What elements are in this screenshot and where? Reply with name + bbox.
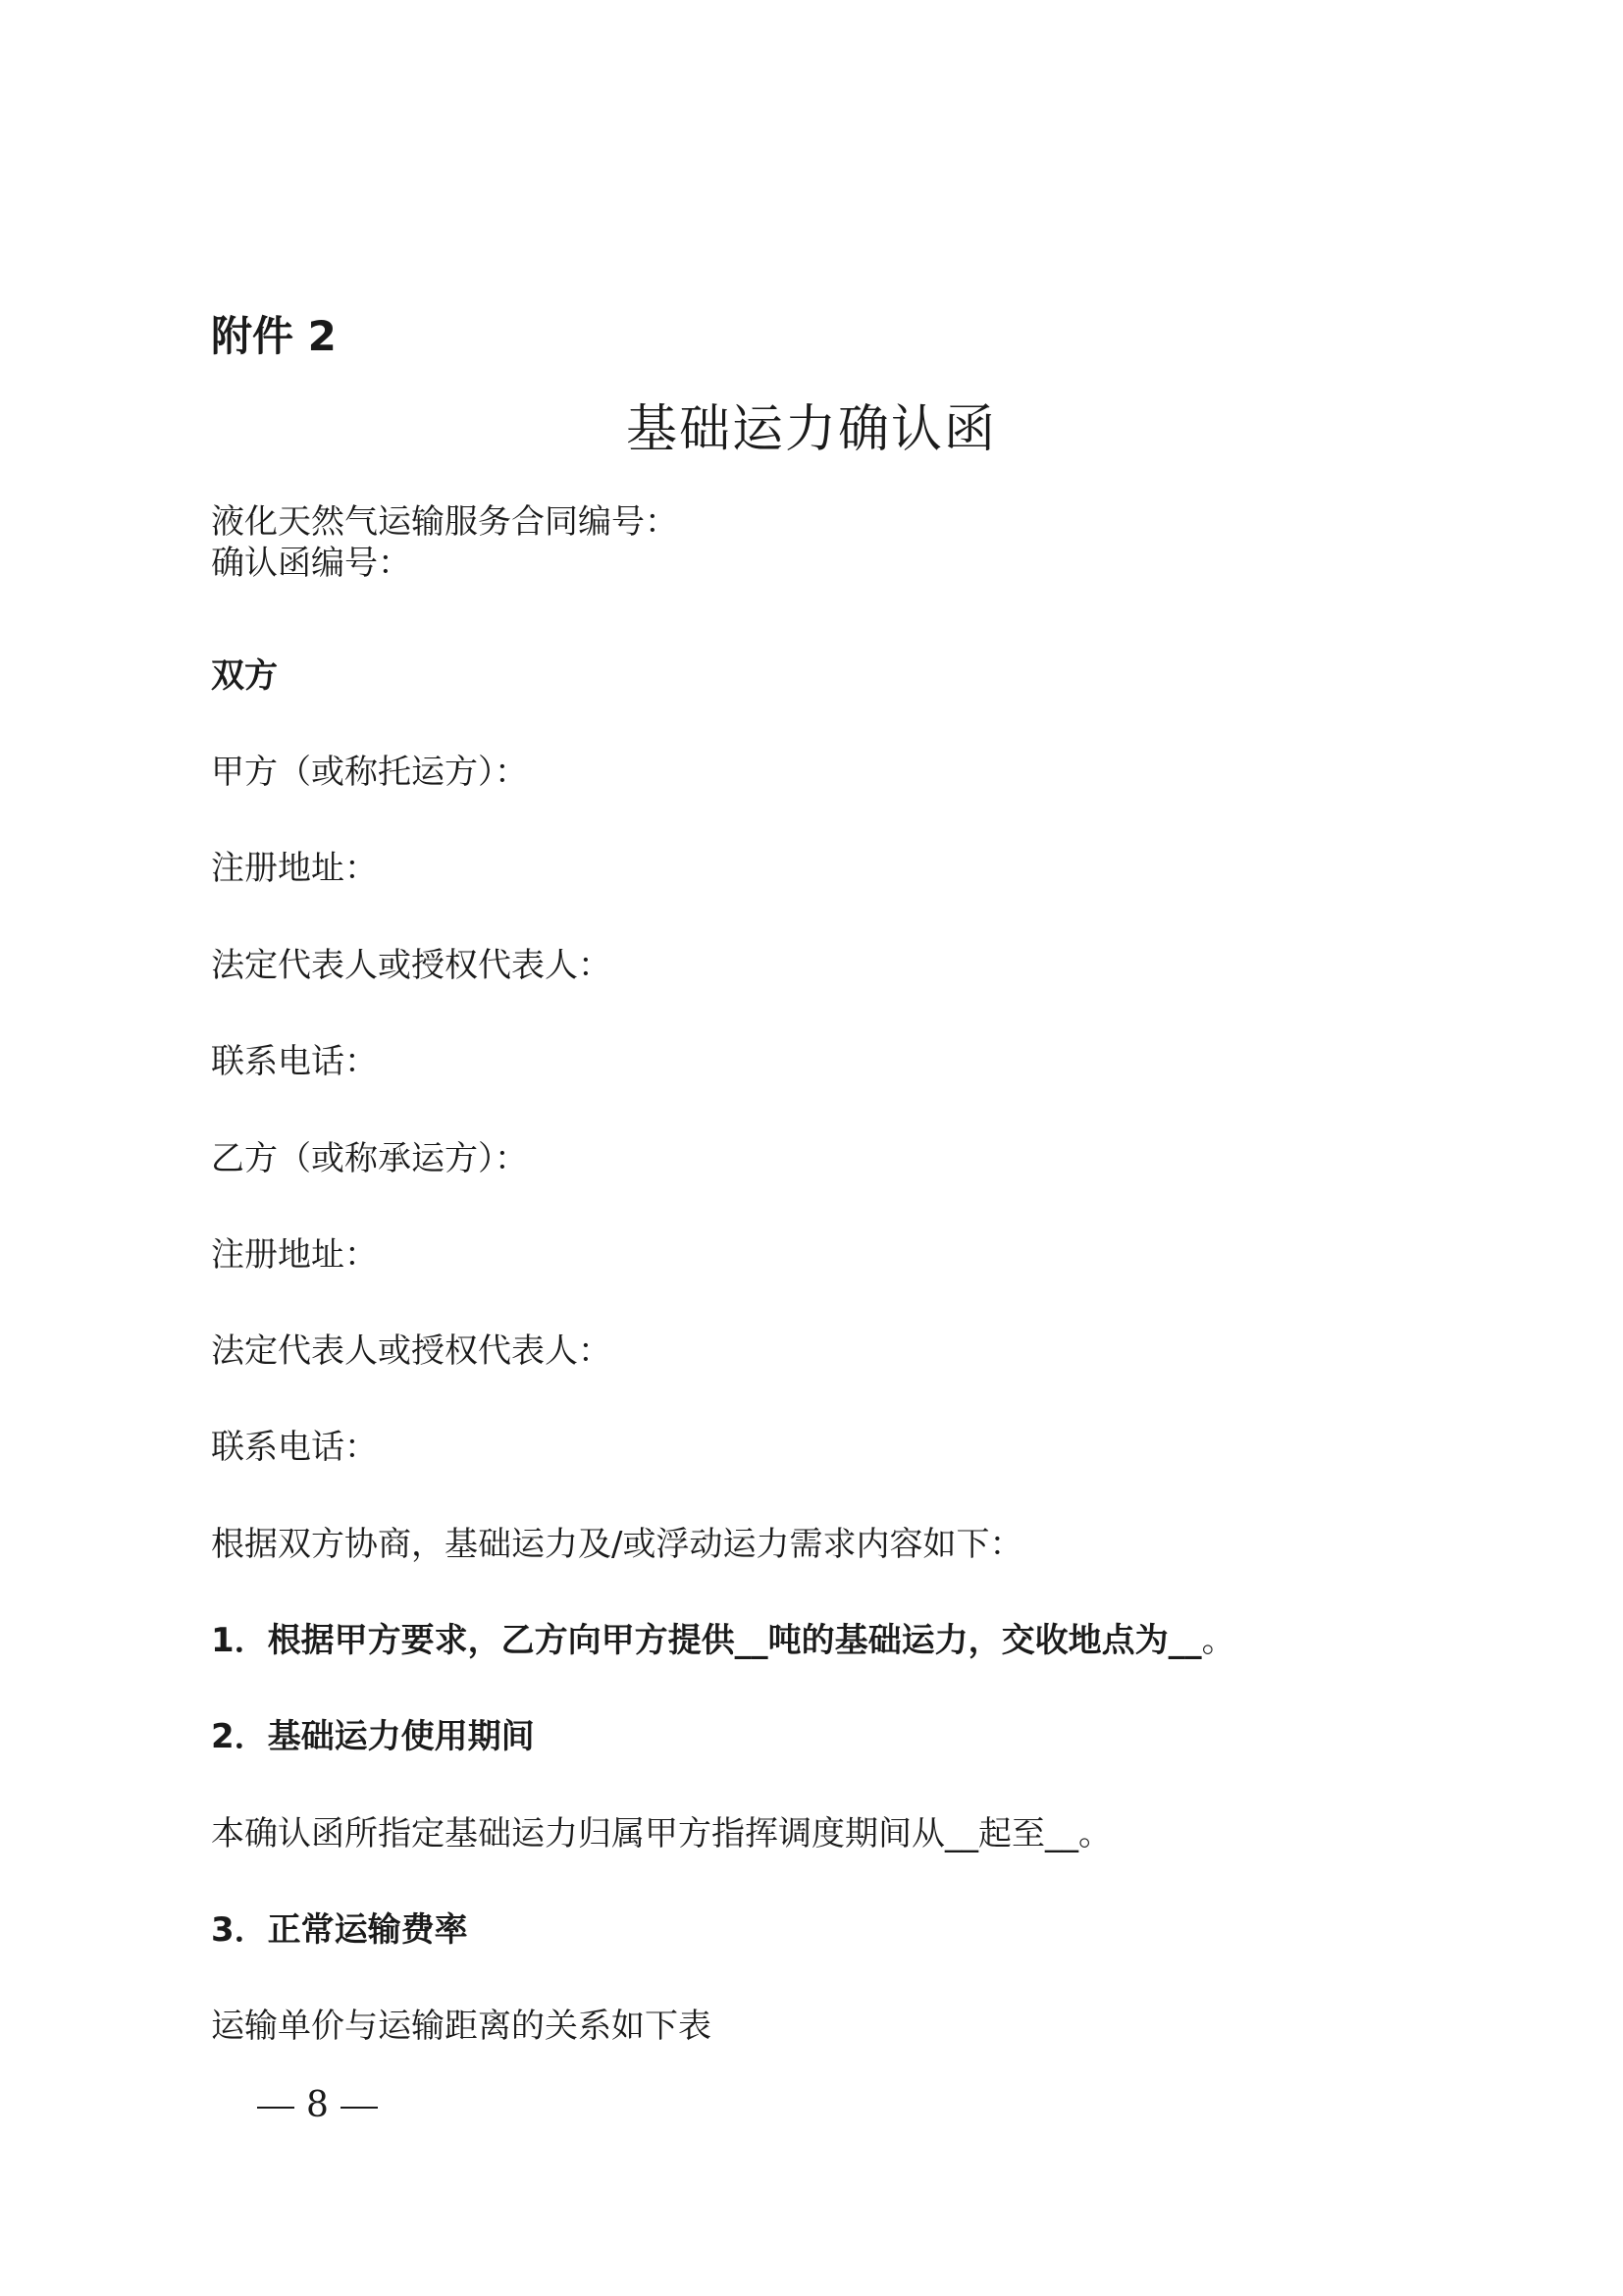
page-number-dash-right [340,2107,378,2109]
party-a-representative-label: 法定代表人或授权代表人： [211,946,611,985]
item-2-text: 本确认函所指定基础运力归属甲方指挥调度期间从__起至__。 [211,1814,1112,1853]
party-a-name-label: 甲方（或称托运方）： [211,753,528,792]
document-title: 基础运力确认函 [625,400,997,459]
item-3-text: 运输单价与运输距离的关系如下表 [211,2007,711,2046]
party-a-address-label: 注册地址： [211,849,378,888]
contract-number-label: 液化天然气运输服务合同编号： [211,502,678,542]
page-number [245,2085,390,2125]
attachment-label: 附件 2 [211,312,337,360]
party-b-representative-label: 法定代表人或授权代表人： [211,1331,611,1371]
item-3-heading: 3．正常运输费率 [211,1910,468,1950]
party-b-address-label: 注册地址： [211,1235,378,1275]
page-number-value: 8 [306,2085,329,2125]
page-number-dash-left [257,2107,294,2109]
party-b-name-label: 乙方（或称承运方）： [211,1139,528,1178]
item-2-heading: 2．基础运力使用期间 [211,1717,535,1756]
item-1-text: 1．根据甲方要求，乙方向甲方提供__吨的基础运力，交收地点为__ [211,1621,1202,1660]
item-1-end: 。 [1201,1621,1235,1660]
letter-number-label: 确认函编号： [211,544,411,583]
party-a-phone-label: 联系电话： [211,1042,378,1081]
party-b-phone-label: 联系电话： [211,1428,378,1467]
item-1 [211,1621,1235,1660]
parties-heading: 双方 [211,656,278,696]
requirements-intro: 根据双方协商，基础运力及/或浮动运力需求内容如下： [211,1525,1023,1564]
